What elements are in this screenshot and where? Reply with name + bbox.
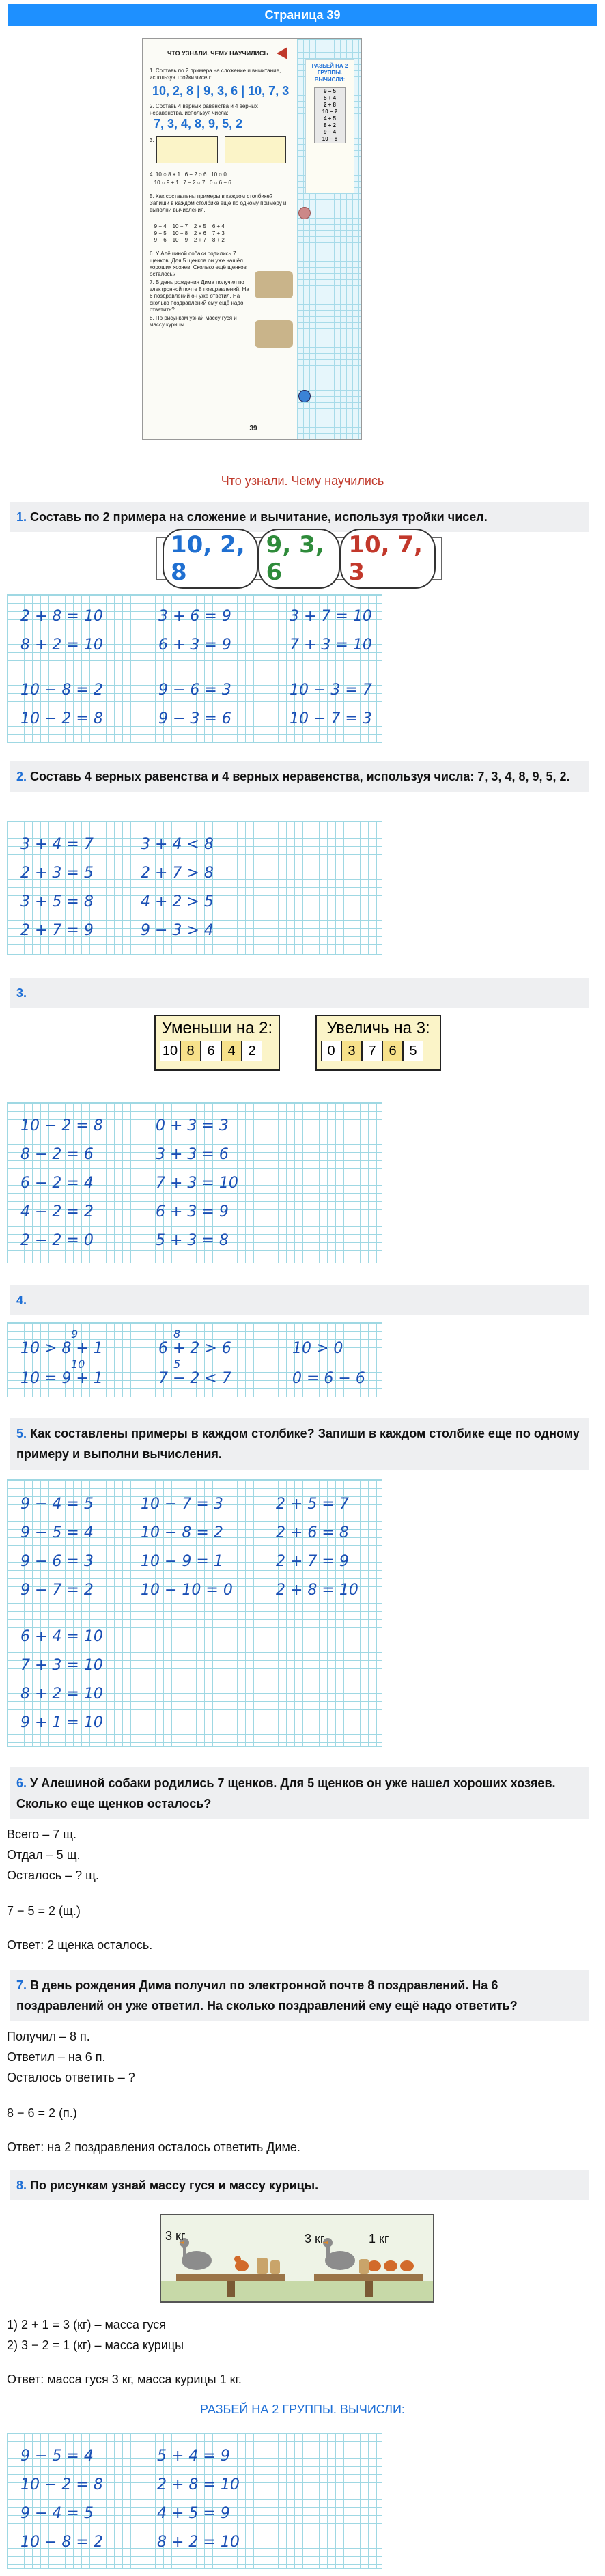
thumb-item-3: 3. xyxy=(150,137,154,143)
decrease-by-2-box xyxy=(154,1015,280,1071)
answer: 0 = 6 − 6 xyxy=(292,1370,365,1387)
box-cell: 2 xyxy=(242,1041,262,1061)
question-number: 1. xyxy=(16,510,27,524)
textbook-page-image xyxy=(142,38,362,440)
thumb-item-4a: 4. 10 ○ 8 + 1 6 + 2 ○ 6 10 ○ 0 xyxy=(150,171,227,178)
question-number: 5. xyxy=(16,1427,27,1440)
answer: 2 + 8 = 10 xyxy=(276,1582,358,1599)
hint: 9 xyxy=(71,1328,79,1341)
answer: 7 + 3 = 10 xyxy=(290,636,372,654)
question-4 xyxy=(10,1285,589,1315)
marker-icon xyxy=(298,390,311,402)
answer: 7 − 2 < 7 xyxy=(158,1370,231,1387)
answer: 9 − 3 > 4 xyxy=(141,922,214,939)
scales-illustration xyxy=(161,2215,434,2303)
thumb-item-4b: 10 ○ 9 + 1 7 − 2 ○ 7 0 ○ 6 − 6 xyxy=(150,180,231,186)
thumb-item-5-row1: 9 − 4 10 − 7 2 + 5 6 + 4 xyxy=(150,223,225,229)
answer: 2 + 8 = 10 xyxy=(157,2476,240,2493)
answer: 4 − 2 = 2 xyxy=(20,1203,94,1220)
thumb-item-2: 2. Составь 4 верных равенства и 4 верных неравенства, используя числа: xyxy=(150,103,258,116)
thumb-side-item: 5 + 4 xyxy=(323,95,336,101)
answer: 10 − 9 = 1 xyxy=(141,1553,223,1570)
goose-scale-illustration xyxy=(255,271,293,298)
condition-line: Всего – 7 щ. xyxy=(7,1828,77,1841)
question-3 xyxy=(10,978,589,1008)
solution-line: 2) 3 − 2 = 1 (кг) – масса курицы xyxy=(7,2338,184,2352)
answer: 3 + 7 = 10 xyxy=(290,608,372,625)
answer: 10 > 8 + 1 xyxy=(20,1340,103,1357)
answer: 9 − 4 = 5 xyxy=(20,2505,94,2522)
thumb-item-5-row3: 9 − 6 10 − 9 2 + 7 8 + 2 xyxy=(150,237,225,243)
box-cell: 7 xyxy=(362,1041,382,1061)
thumb-side-item: 9 − 4 xyxy=(323,129,336,135)
answer: 10 = 9 + 1 xyxy=(20,1370,103,1387)
hint: 5 xyxy=(173,1358,181,1371)
weight-label: 1 кг xyxy=(369,2232,389,2245)
chicken-scale-illustration xyxy=(255,320,293,348)
question-2 xyxy=(10,761,589,792)
weight-label: 3 кг xyxy=(305,2232,325,2245)
answer: 6 + 3 = 9 xyxy=(156,1203,229,1220)
thumb-item-5-row2: 9 − 5 10 − 8 2 + 6 7 + 3 xyxy=(150,230,225,236)
goose-chicken-scales-picture xyxy=(160,2214,434,2303)
answer: 2 + 7 = 9 xyxy=(20,922,94,939)
answer: 3 + 4 < 8 xyxy=(141,836,214,853)
answer: 8 + 2 = 10 xyxy=(157,2534,240,2551)
answer: 10 − 8 = 2 xyxy=(20,682,103,699)
answer: 5 + 4 = 9 xyxy=(157,2448,230,2465)
answer: 10 − 2 = 8 xyxy=(20,1117,103,1134)
thumb-side-item: 9 − 5 xyxy=(323,88,336,94)
question-1 xyxy=(10,502,589,532)
question-number: 3. xyxy=(16,986,27,1000)
answer-grid-5 xyxy=(7,1479,382,1747)
box-cell: 6 xyxy=(201,1041,221,1061)
triple-3: 10, 7, 3 xyxy=(340,529,436,589)
answer: 10 − 8 = 2 xyxy=(20,2534,103,2551)
triple-1: 10, 2, 8 xyxy=(163,529,258,589)
thumb-side-item: 4 + 5 xyxy=(323,115,336,122)
thumb-item-7: 7. В день рождения Дима получил по электронной почте 8 поздравлений. На 6 поздравлений он уже ответил. На сколько поздравлений ему ещё надо ответить? xyxy=(150,279,249,313)
thumb-side-panel xyxy=(305,59,354,193)
solution-line: 1) 2 + 1 = 3 (кг) – масса гуся xyxy=(7,2318,167,2332)
number-triples-card xyxy=(156,531,442,586)
question-number: 4. xyxy=(16,1293,27,1307)
thumb-item-8: 8. По рисункам узнай массу гуся и массу курицы. xyxy=(150,315,237,328)
answer-line: Ответ: масса гуся 3 кг, масса курицы 1 кг. xyxy=(7,2372,242,2386)
answer: 10 > 0 xyxy=(292,1340,343,1357)
answer: 7 + 3 = 10 xyxy=(156,1175,238,1192)
arrow-left-icon xyxy=(277,47,287,59)
answer: 9 − 6 = 3 xyxy=(20,1553,94,1570)
answer: 10 − 3 = 7 xyxy=(290,682,372,699)
box-caption: Уменьши на 2: xyxy=(161,1019,273,1037)
answer: 10 − 10 = 0 xyxy=(141,1582,233,1599)
condition-line: Осталось – ? щ. xyxy=(7,1868,99,1882)
answer: 2 + 7 = 9 xyxy=(276,1553,349,1570)
question-number: 2. xyxy=(16,770,27,783)
question-text: В день рождения Дима получил по электронной почте 8 поздравлений. На 6 поздравлений он уже ответил. На сколько поздравлений ему ещё надо ответить? xyxy=(16,1978,518,2013)
answer: 9 − 7 = 2 xyxy=(20,1582,94,1599)
thumb-triples: 10, 2, 8 | 9, 3, 6 | 10, 7, 3 xyxy=(152,84,290,98)
section-subtitle: Что узнали. Чему научились xyxy=(221,474,384,488)
condition-line: Получил – 8 п. xyxy=(7,2030,90,2043)
answer: 4 + 2 > 5 xyxy=(141,893,214,910)
answer: 2 + 5 = 7 xyxy=(276,1496,349,1513)
increase-by-3-box xyxy=(315,1015,441,1071)
box-cell: 3 xyxy=(341,1041,362,1061)
answer-line: Ответ: 2 щенка осталось. xyxy=(7,1938,153,1952)
answer: 4 + 5 = 9 xyxy=(157,2505,230,2522)
answer: 6 + 2 > 6 xyxy=(158,1340,231,1357)
page-header: Страница 39 xyxy=(8,4,597,26)
triple-2: 9, 3, 6 xyxy=(258,529,341,589)
question-number: 7. xyxy=(16,1978,27,1992)
answer: 9 − 5 = 4 xyxy=(20,2448,94,2465)
question-number: 8. xyxy=(16,2179,27,2192)
thumb-side-item: 10 − 8 xyxy=(322,136,338,142)
condition-line: Ответил – на 6 п. xyxy=(7,2050,106,2064)
answer: 3 + 5 = 8 xyxy=(20,893,94,910)
question-6 xyxy=(10,1767,589,1819)
thumb-side-title: РАЗБЕЙ НА 2 ГРУППЫ. ВЫЧИСЛИ: xyxy=(311,63,348,83)
answer: 9 + 1 = 10 xyxy=(20,1714,103,1731)
question-8 xyxy=(10,2170,589,2200)
thumb-heading: ЧТО УЗНАЛИ. ЧЕМУ НАУЧИЛИСЬ xyxy=(167,50,268,57)
answer: 2 + 3 = 5 xyxy=(20,865,94,882)
question-text: У Алешиной собаки родились 7 щенков. Для 5 щенков он уже нашел хороших хозяев. Сколько еще щенков осталось? xyxy=(16,1776,556,1810)
answer: 8 − 2 = 6 xyxy=(20,1146,94,1163)
thumb-item-6: 6. У Алёшиной собаки родились 7 щенков. Для 5 щенков он уже нашёл хороших хозяев. Сколько ещё щенков осталось? xyxy=(150,251,247,277)
condition-line: Осталось ответить – ? xyxy=(7,2071,135,2084)
answer: 9 − 5 = 4 xyxy=(20,1524,94,1541)
thumb-numbers: 7, 3, 4, 8, 9, 5, 2 xyxy=(154,117,243,130)
question-text: По рисункам узнай массу гуся и массу курицы. xyxy=(30,2179,319,2192)
thumb-side-item: 10 − 2 xyxy=(322,109,338,115)
answer: 3 + 3 = 6 xyxy=(156,1146,229,1163)
box-caption: Увеличь на 3: xyxy=(326,1019,430,1037)
answer: 10 − 2 = 8 xyxy=(20,2476,103,2493)
thumb-side-item: 8 + 2 xyxy=(323,122,336,128)
hint: 8 xyxy=(173,1328,181,1341)
answer: 2 + 8 = 10 xyxy=(20,608,103,625)
answer-line: Ответ: на 2 поздравления осталось ответить Диме. xyxy=(7,2140,300,2154)
answer: 2 + 7 > 8 xyxy=(141,865,214,882)
question-text: Как составлены примеры в каждом столбике? Запиши в каждом столбике еще по одному примеру и выполни вычисления. xyxy=(16,1427,580,1461)
question-text: Составь по 2 примера на сложение и вычитание, используя тройки чисел. xyxy=(30,510,488,524)
hint: 10 xyxy=(71,1358,85,1371)
answer: 10 − 7 = 3 xyxy=(290,710,372,727)
question-number: 6. xyxy=(16,1776,27,1790)
solution-line: 8 − 6 = 2 (п.) xyxy=(7,2106,77,2120)
solution-line: 7 − 5 = 2 (щ.) xyxy=(7,1904,81,1918)
box-cell: 0 xyxy=(321,1041,341,1061)
answer: 8 + 2 = 10 xyxy=(20,1685,103,1703)
thumb-side-item: 2 + 8 xyxy=(323,102,336,108)
thumb-box-decrease xyxy=(156,136,218,163)
box-cell: 6 xyxy=(382,1041,403,1061)
answer: 7 + 3 = 10 xyxy=(20,1657,103,1674)
thumb-item-5: 5. Как составлены примеры в каждом столбике? Запиши в каждом столбике ещё по одному примеру и выполни вычисления. xyxy=(150,193,287,213)
question-text: Составь 4 верных равенства и 4 верных неравенства, используя числа: 7, 3, 4, 8, 9, 5, 2. xyxy=(30,770,570,783)
marker-icon xyxy=(298,207,311,219)
weight-label: 3 кг xyxy=(165,2229,186,2243)
answer: 2 − 2 = 0 xyxy=(20,1232,94,1249)
group-task-title: РАЗБЕЙ НА 2 ГРУППЫ. ВЫЧИСЛИ: xyxy=(200,2403,405,2416)
answer: 3 + 6 = 9 xyxy=(158,608,231,625)
answer: 9 − 3 = 6 xyxy=(158,710,231,727)
thumb-box-increase xyxy=(225,136,286,163)
answer: 6 − 2 = 4 xyxy=(20,1175,94,1192)
thumb-item-1: 1. Составь по 2 примера на сложение и вычитание, используя тройки чисел: xyxy=(150,68,281,81)
condition-line: Отдал – 5 щ. xyxy=(7,1848,81,1862)
answer: 10 − 7 = 3 xyxy=(141,1496,223,1513)
answer: 0 + 3 = 3 xyxy=(156,1117,229,1134)
question-7 xyxy=(10,1970,589,2021)
box-cell: 8 xyxy=(180,1041,201,1061)
answer: 10 − 8 = 2 xyxy=(141,1524,223,1541)
answer: 6 + 3 = 9 xyxy=(158,636,231,654)
answer: 2 + 6 = 8 xyxy=(276,1524,349,1541)
answer: 5 + 3 = 8 xyxy=(156,1232,229,1249)
answer: 10 − 2 = 8 xyxy=(20,710,103,727)
answer: 9 − 4 = 5 xyxy=(20,1496,94,1513)
answer: 9 − 6 = 3 xyxy=(158,682,231,699)
answer: 6 + 4 = 10 xyxy=(20,1628,103,1645)
answer: 8 + 2 = 10 xyxy=(20,636,103,654)
box-cell: 10 xyxy=(160,1041,180,1061)
box-cell: 4 xyxy=(221,1041,242,1061)
answer: 3 + 4 = 7 xyxy=(20,836,94,853)
box-cell: 5 xyxy=(403,1041,423,1061)
question-5 xyxy=(10,1418,589,1470)
thumb-page-number: 39 xyxy=(249,425,257,432)
